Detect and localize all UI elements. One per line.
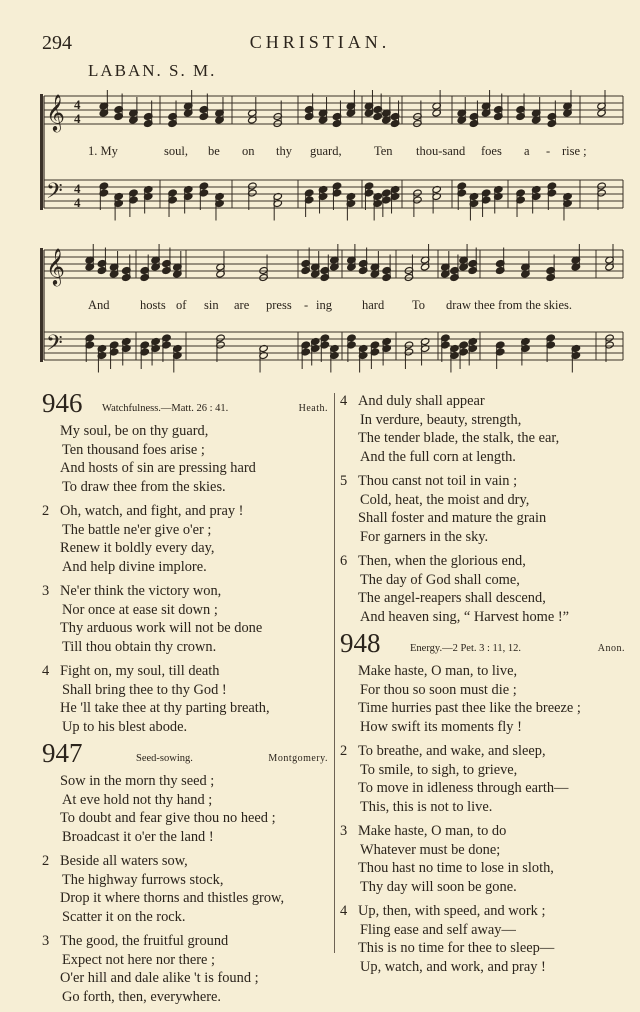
verse-text: Beside all waters sow, [60, 853, 188, 869]
verse-text: Cold, heat, the moist and dry, [360, 491, 530, 508]
lyric-syllable: - [304, 298, 309, 312]
verse-line [42, 539, 328, 558]
stanza [42, 932, 328, 1006]
verse-line [42, 988, 328, 1007]
stanza [42, 772, 328, 846]
time-signature: 4 [74, 97, 81, 112]
lyric-syllable: guard, [310, 144, 342, 158]
hymn-title: Watchfulness.—Matt. 26 : 41. [102, 403, 229, 414]
hymn-title: Seed-sowing. [136, 753, 193, 764]
verse-text: For garners in the sky. [360, 528, 489, 545]
stanza [42, 422, 328, 496]
hymn-body [340, 662, 625, 976]
bass-clef-icon: 𝄢 [46, 331, 63, 361]
hymn-body [42, 772, 328, 1006]
verse-line [340, 392, 625, 411]
verse-line [42, 601, 328, 620]
verse-text: Shall foster and mature the grain [358, 510, 547, 526]
verse-text: He 'll take thee at thy parting breath, [60, 700, 270, 716]
lyric-syllable: sin [204, 298, 219, 312]
verse-text: Broadcast it o'er the land ! [62, 828, 214, 845]
stanza [340, 822, 625, 896]
stanza-number: 4 [42, 663, 50, 679]
verse-text: In verdure, beauty, strength, [360, 411, 522, 428]
verse-text: Shall bring thee to thy God ! [62, 681, 227, 698]
verse-line [42, 951, 328, 970]
verse-text: The battle ne'er give o'er ; [62, 521, 212, 538]
verse-text: And hosts of sin are pressing hard [60, 460, 256, 476]
verse-line [340, 939, 625, 958]
verse-line [340, 681, 625, 700]
lyric-syllable: on [242, 144, 255, 158]
tune-title: LABAN. S. M. [88, 61, 217, 80]
bass-clef-icon: 𝄢 [46, 179, 63, 209]
verse-text: Nor once at ease sit down ; [62, 601, 218, 618]
verse-text: This, this is not to live. [360, 798, 493, 815]
lyric-syllable: Ten [374, 144, 393, 158]
verse-line [42, 441, 328, 460]
verse-line [42, 889, 328, 908]
stanza [340, 392, 625, 466]
stanza-number: 2 [42, 503, 50, 519]
music-system-1 [40, 88, 625, 228]
lyric-syllable: And [88, 298, 110, 312]
verse-text: My soul, be on thy guard, [60, 423, 209, 439]
verse-text: To move in idleness through earth— [358, 780, 569, 796]
time-signature: 4 [74, 111, 81, 126]
verse-text: Expect not here nor there ; [62, 951, 216, 968]
verse-line [340, 779, 625, 798]
lyric-syllable: a [524, 144, 530, 158]
lyric-syllable: hosts [140, 298, 166, 312]
verse-line [42, 932, 328, 951]
verse-line [340, 841, 625, 860]
stanza-number: 2 [42, 853, 50, 869]
verse-line [340, 411, 625, 430]
verse-text: Ne'er think the victory won, [60, 583, 222, 599]
stanza [42, 582, 328, 656]
verse-line [42, 662, 328, 681]
verse-text: Renew it boldly every day, [60, 540, 215, 556]
hymn-body [42, 422, 328, 736]
hymn-author: Heath. [298, 403, 328, 414]
hymn-number: 947 [42, 738, 83, 768]
column-divider [334, 393, 335, 953]
verse-line [42, 521, 328, 540]
verse-text: Thou hast no time to lose in sloth, [358, 860, 554, 876]
lyric-line-2 [40, 298, 625, 318]
lyric-syllable: hard [362, 298, 385, 312]
verse-text: The highway furrows stock, [62, 871, 224, 888]
stanza [42, 502, 328, 576]
verse-line [42, 772, 328, 791]
verse-line [42, 638, 328, 657]
verse-text: The good, the fruitful ground [60, 933, 229, 949]
verse-text: Up, then, with speed, and work ; [358, 903, 546, 919]
hymn-author: Anon. [597, 643, 625, 654]
stanza-number: 4 [340, 903, 348, 919]
verse-line [340, 589, 625, 608]
verse-text: Scatter it on the rock. [62, 908, 186, 925]
verse-line [340, 958, 625, 977]
stanza [42, 662, 328, 736]
music-system-2 [40, 240, 625, 375]
verse-text: Go forth, then, everywhere. [62, 988, 222, 1005]
lyric-syllable: are [234, 298, 250, 312]
running-head: CHRISTIAN. [249, 32, 391, 52]
lyric-syllable: draw thee from the skies. [446, 298, 573, 312]
verse-line [42, 619, 328, 638]
time-signature: 4 [74, 181, 81, 196]
lyric-syllable: foes [481, 144, 502, 158]
verse-text: Make haste, O man, to live, [358, 663, 518, 679]
verse-text: O'er hill and dale alike 't is found ; [60, 970, 259, 986]
verse-line [42, 809, 328, 828]
stanza-number: 3 [42, 583, 50, 599]
verse-line [340, 472, 625, 491]
verse-text: The day of God shall come, [360, 571, 520, 588]
stanza-number: 3 [42, 933, 50, 949]
verse-line [340, 878, 625, 897]
verse-line [340, 718, 625, 737]
verse-text: For thou so soon must die ; [360, 681, 517, 698]
lyric-syllable: - [546, 144, 551, 158]
left-column [42, 388, 328, 1012]
verse-text: To breathe, and wake, and sleep, [358, 743, 546, 759]
verse-line [340, 902, 625, 921]
stanza [340, 902, 625, 976]
verse-line [42, 422, 328, 441]
verse-line [42, 699, 328, 718]
stanza-number: 4 [340, 393, 348, 409]
lyric-syllable: press [266, 298, 292, 312]
right-column [340, 392, 625, 982]
verse-text: Up to his blest abode. [62, 718, 188, 735]
stanza [340, 472, 625, 546]
hymn-header [42, 388, 328, 422]
stanza-number: 6 [340, 553, 348, 569]
stanza-number: 3 [340, 823, 348, 839]
verse-line [340, 552, 625, 571]
verse-text: Up, watch, and work, and pray ! [360, 958, 546, 975]
verse-line [340, 528, 625, 547]
stanza-number: 5 [340, 473, 348, 489]
verse-text: Then, when the glorious end, [358, 553, 526, 569]
lyric-syllable: To [412, 298, 426, 312]
verse-line [340, 699, 625, 718]
verse-text: And the full corn at length. [360, 448, 516, 465]
verse-text: To draw thee from the skies. [62, 478, 226, 495]
verse-text: The tender blade, the stalk, the ear, [358, 430, 560, 446]
hymn-header [340, 628, 625, 662]
verse-line [340, 429, 625, 448]
verse-line [340, 448, 625, 467]
stanza [340, 552, 625, 626]
lyric-syllable: thou-sand [416, 144, 466, 158]
verse-line [42, 502, 328, 521]
lyric-syllable: rise ; [562, 144, 587, 158]
verse-text: And duly shall appear [358, 393, 485, 409]
verse-line [340, 509, 625, 528]
treble-clef-icon: 𝄞 [46, 93, 65, 131]
verse-line [42, 718, 328, 737]
verse-text: Sow in the morn thy seed ; [60, 773, 215, 789]
verse-text: The angel-reapers shall descend, [358, 590, 546, 606]
lyric-syllable: thy [276, 144, 292, 158]
verse-line [42, 582, 328, 601]
stanza [42, 852, 328, 926]
lyric-syllable: soul, [164, 144, 188, 158]
verse-text: At eve hold not thy hand ; [62, 791, 213, 808]
verse-line [340, 859, 625, 878]
verse-text: Make haste, O man, to do [358, 823, 507, 839]
lyric-syllable: be [208, 144, 220, 158]
lyric-syllable: ing [316, 298, 332, 312]
verse-text: This is no time for thee to sleep— [358, 940, 555, 956]
verse-line [42, 969, 328, 988]
verse-line [340, 798, 625, 817]
verse-line [340, 742, 625, 761]
verse-line [340, 491, 625, 510]
verse-text: Thy day will soon be gone. [360, 878, 517, 895]
verse-text: Thy arduous work will not be done [60, 620, 263, 636]
verse-text: Time hurries past thee like the breeze ; [358, 700, 581, 716]
verse-text: Thou canst not toil in vain ; [358, 473, 518, 489]
verse-text: How swift its moments fly ! [360, 718, 522, 735]
page-number: 294 [42, 32, 72, 54]
verse-line [42, 459, 328, 478]
time-signature: 4 [74, 195, 81, 210]
verse-line [340, 662, 625, 681]
hymn-title: Energy.—2 Pet. 3 : 11, 12. [410, 643, 522, 654]
verse-text: And heaven sing, “ Harvest home !” [360, 608, 569, 625]
verse-text: Whatever must be done; [360, 841, 501, 858]
verse-line [42, 681, 328, 700]
verse-line [340, 822, 625, 841]
hymn-number: 948 [340, 628, 381, 658]
verse-text: Drop it where thorns and thistles grow, [60, 890, 285, 906]
verse-line [340, 921, 625, 940]
verse-text: Fight on, my soul, till death [60, 663, 220, 679]
hymn-number: 946 [42, 388, 83, 418]
verse-text: Fling ease and self away— [360, 921, 516, 938]
verse-text: To doubt and fear give thou no heed ; [60, 810, 276, 826]
verse-line [42, 908, 328, 927]
lyric-line-1 [40, 144, 625, 164]
verse-text: Till thou obtain thy crown. [62, 638, 217, 655]
stanza [340, 742, 625, 816]
treble-clef-icon: 𝄞 [46, 247, 65, 285]
verse-line [42, 828, 328, 847]
lyric-syllable: of [176, 298, 187, 312]
hymn-body [340, 392, 625, 626]
hymn-header [42, 738, 328, 772]
verse-line [340, 608, 625, 627]
stanza [340, 662, 625, 736]
verse-line [42, 478, 328, 497]
verse-text: Ten thousand foes arise ; [62, 441, 205, 458]
verse-line [340, 761, 625, 780]
lyric-syllable: 1. My [88, 144, 118, 158]
stanza-number: 2 [340, 743, 348, 759]
verse-line [340, 571, 625, 590]
verse-text: Oh, watch, and fight, and pray ! [60, 503, 244, 519]
hymn-author: Montgomery. [268, 753, 328, 764]
verse-text: And help divine implore. [62, 558, 207, 575]
verse-text: To smile, to sigh, to grieve, [360, 761, 518, 778]
verse-line [42, 791, 328, 810]
verse-line [42, 558, 328, 577]
verse-line [42, 852, 328, 871]
verse-line [42, 871, 328, 890]
